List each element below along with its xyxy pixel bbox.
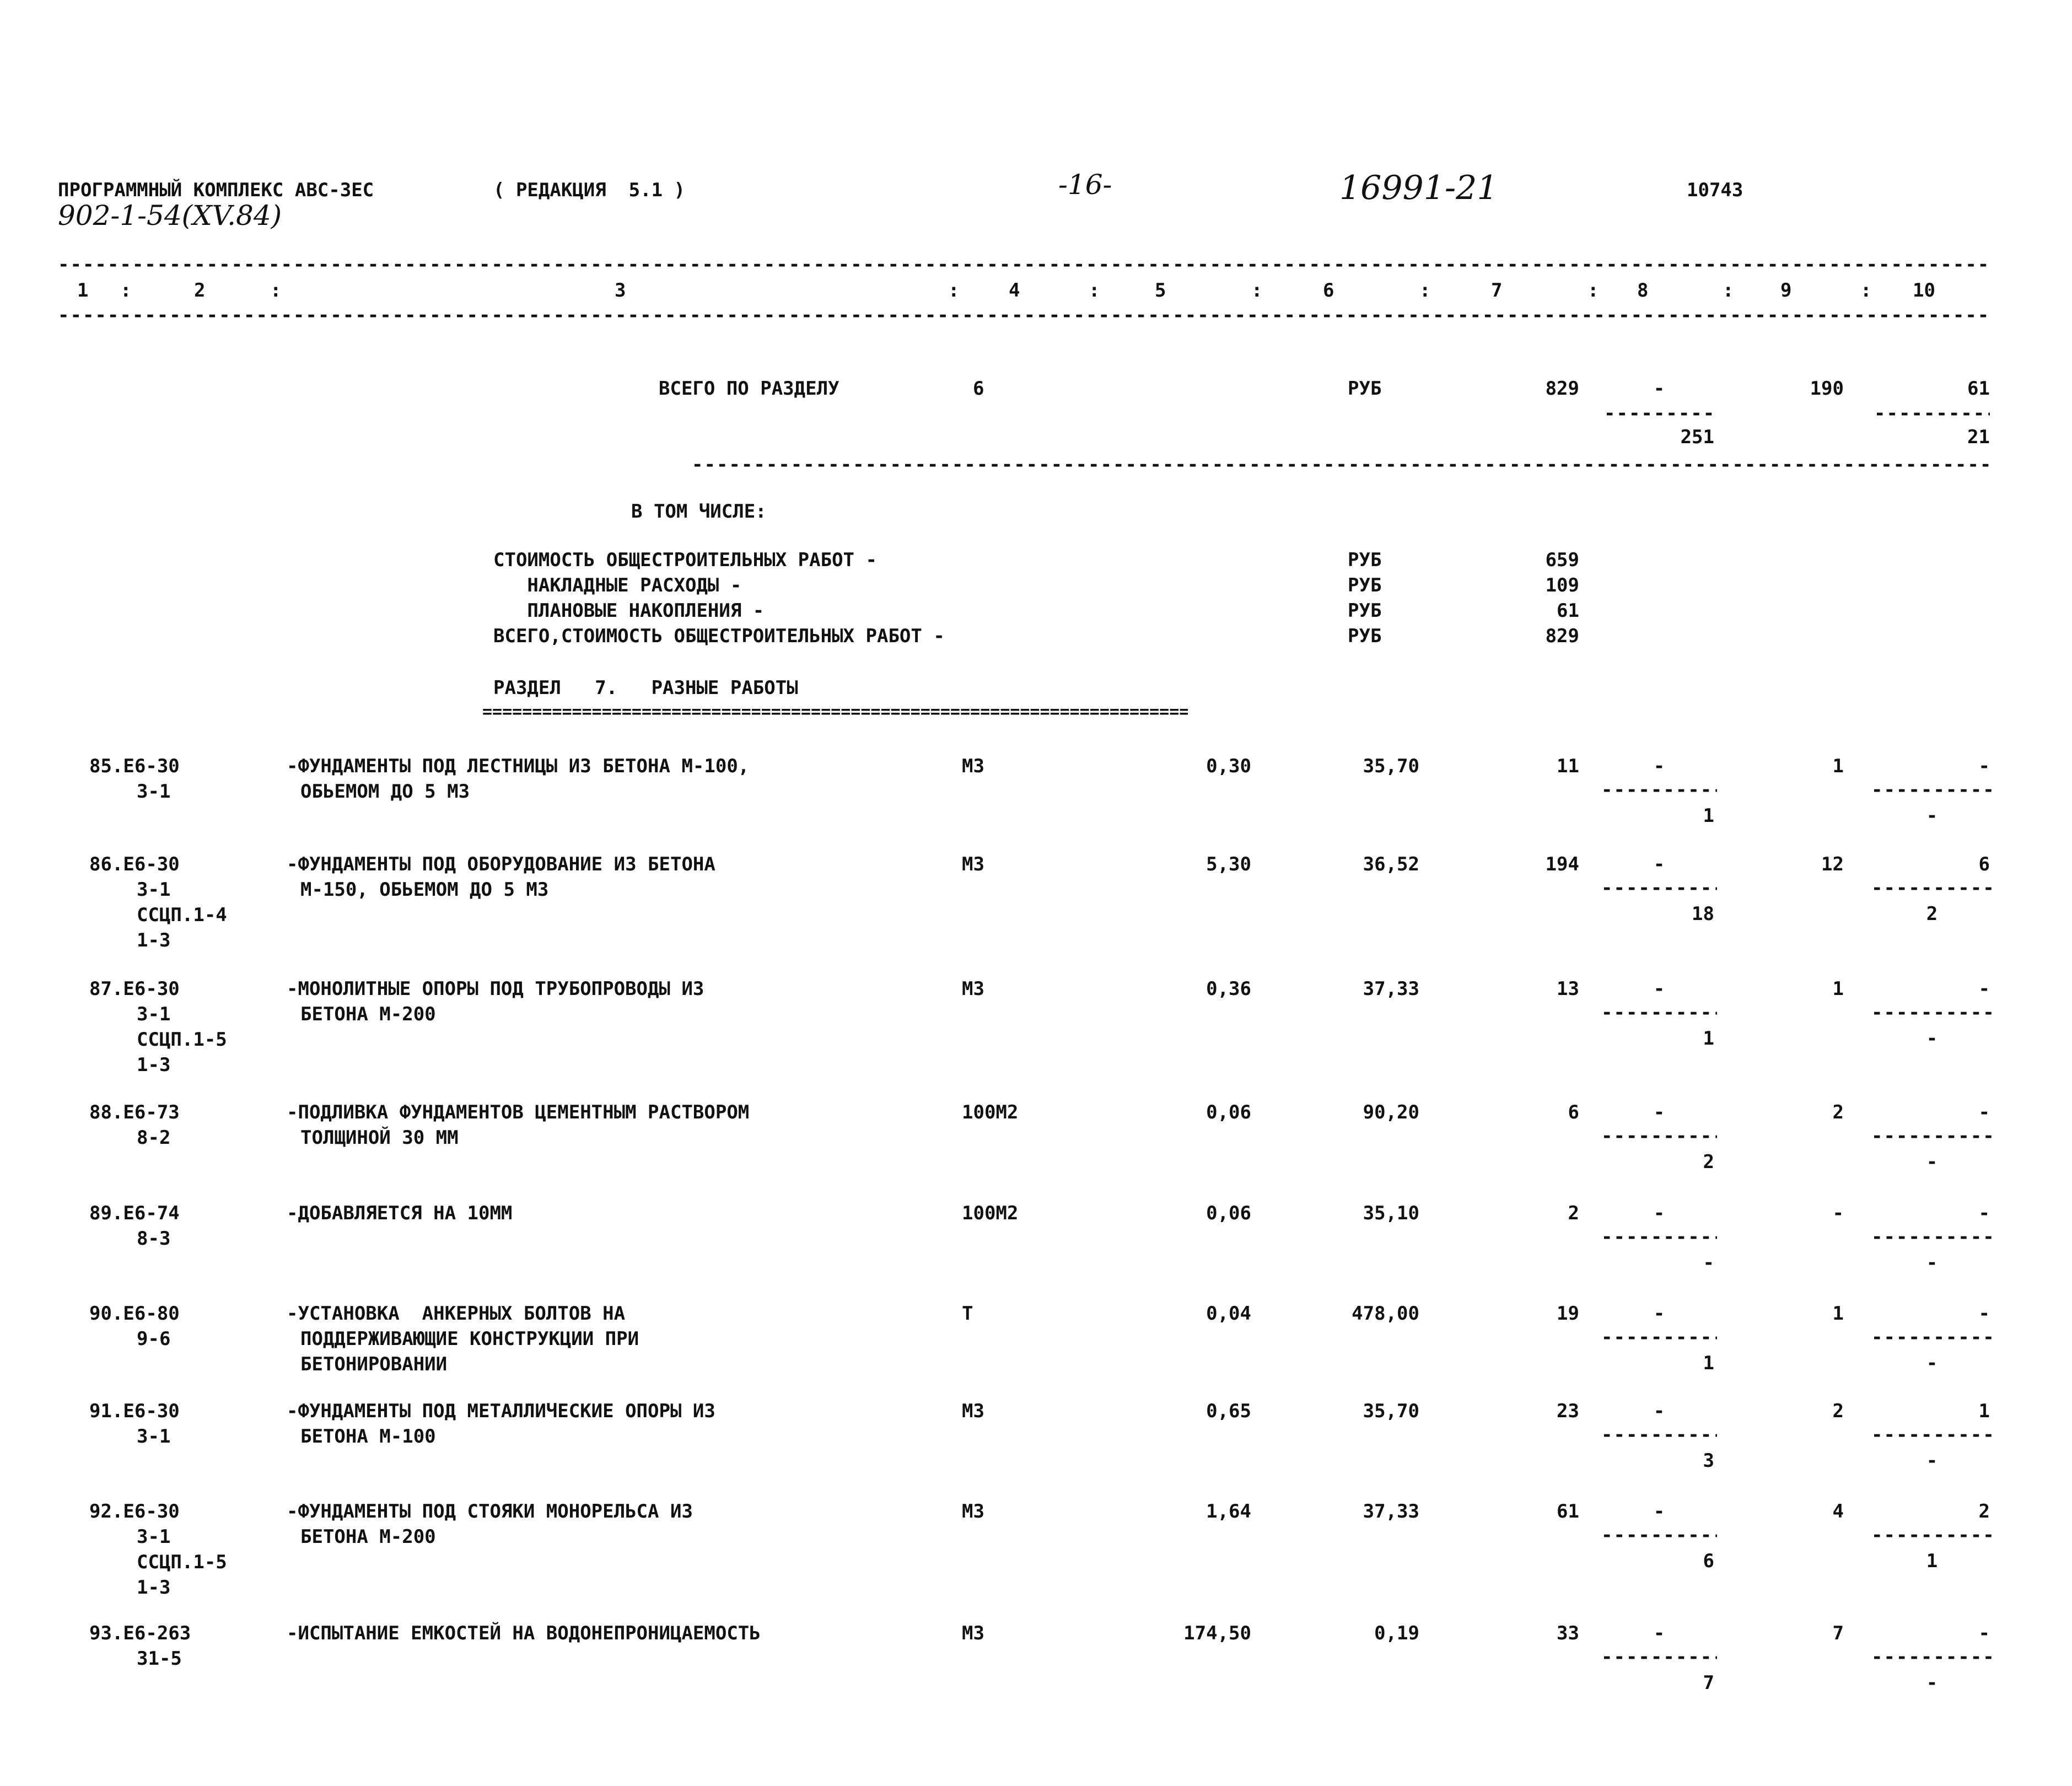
fraction-rule bbox=[1601, 1332, 1717, 1343]
item-code: 91.Е6-30 bbox=[89, 1400, 180, 1422]
item-col9: 7 bbox=[1832, 1622, 1844, 1644]
col-separator: : bbox=[1587, 279, 1599, 302]
item-description: -ФУНДАМЕНТЫ ПОД ОБОРУДОВАНИЕ ИЗ БЕТОНА bbox=[287, 853, 715, 875]
item-description: -УСТАНОВКА АНКЕРНЫХ БОЛТОВ НА bbox=[287, 1303, 626, 1325]
fraction-rule bbox=[1601, 1007, 1717, 1018]
item-description: БЕТОНИРОВАНИИ bbox=[300, 1353, 448, 1375]
item-col8-bottom: - bbox=[1703, 1252, 1714, 1274]
item-code: ССЦП.1-5 bbox=[137, 1551, 227, 1573]
item-unit: Т bbox=[962, 1303, 973, 1325]
item-total: 194 bbox=[1545, 853, 1579, 875]
item-quantity: 0,65 bbox=[1206, 1400, 1251, 1422]
col-header-4: 4 bbox=[1009, 279, 1020, 302]
fraction-rule bbox=[1871, 1429, 1993, 1440]
item-code: 8-2 bbox=[137, 1127, 171, 1149]
breakdown-unit: РУБ bbox=[1348, 549, 1382, 571]
item-col10-top: - bbox=[1978, 755, 1990, 777]
item-quantity: 174,50 bbox=[1183, 1622, 1251, 1644]
item-code: 8-3 bbox=[137, 1228, 171, 1250]
item-unit-price: 37,33 bbox=[1363, 978, 1419, 1000]
item-unit-price: 478,00 bbox=[1352, 1303, 1419, 1325]
item-total: 13 bbox=[1557, 978, 1579, 1000]
fraction-rule bbox=[1601, 1429, 1717, 1440]
item-col10-bottom: - bbox=[1926, 1450, 1938, 1472]
item-unit: М3 bbox=[962, 853, 984, 875]
item-total: 11 bbox=[1557, 755, 1579, 777]
col-header-9: 9 bbox=[1780, 279, 1792, 302]
item-col8-bottom: 1 bbox=[1703, 1028, 1714, 1050]
item-total: 23 bbox=[1557, 1400, 1579, 1422]
breakdown-label: ВСЕГО,СТОИМОСТЬ ОБЩЕСТРОИТЕЛЬНЫХ РАБОТ - bbox=[493, 625, 945, 647]
including-label: В ТОМ ЧИСЛЕ: bbox=[631, 501, 767, 523]
document-code: 10743 bbox=[1687, 179, 1743, 201]
item-unit-price: 36,52 bbox=[1363, 853, 1419, 875]
program-name: ПРОГРАММНЫЙ КОМПЛЕКС АВС-3ЕС bbox=[58, 179, 374, 201]
item-quantity: 0,30 bbox=[1206, 755, 1251, 777]
item-col10-bottom: - bbox=[1926, 1672, 1938, 1694]
item-unit: 100М2 bbox=[962, 1202, 1019, 1224]
col-header-6: 6 bbox=[1323, 279, 1334, 302]
item-unit: М3 bbox=[962, 1622, 984, 1644]
header-rule-bottom bbox=[58, 310, 1993, 321]
item-col10-top: - bbox=[1978, 1622, 1990, 1644]
fraction-rule bbox=[1601, 1131, 1717, 1142]
fraction-rule bbox=[1871, 1530, 1993, 1541]
item-col8-top: - bbox=[1653, 1303, 1665, 1325]
item-unit-price: 37,33 bbox=[1363, 1500, 1419, 1523]
item-col10-bottom: - bbox=[1926, 805, 1938, 827]
fraction-rule bbox=[1601, 784, 1717, 795]
item-col9: 2 bbox=[1832, 1101, 1844, 1123]
item-col9: 1 bbox=[1832, 978, 1844, 1000]
item-code: 88.Е6-73 bbox=[89, 1101, 180, 1123]
item-description: БЕТОНА М-200 bbox=[300, 1526, 436, 1548]
item-code: 3-1 bbox=[137, 1526, 171, 1548]
item-code: 31-5 bbox=[137, 1648, 182, 1670]
item-col10-top: - bbox=[1978, 1101, 1990, 1123]
total-col8-bottom: 251 bbox=[1680, 426, 1714, 448]
item-description: -ДОБАВЛЯЕТСЯ НА 10ММ bbox=[287, 1202, 513, 1224]
breakdown-unit: РУБ bbox=[1348, 574, 1382, 596]
item-col8-top: - bbox=[1653, 1400, 1665, 1422]
item-unit-price: 35,70 bbox=[1363, 755, 1419, 777]
item-quantity: 0,04 bbox=[1206, 1303, 1251, 1325]
header-rule-top bbox=[58, 259, 1993, 270]
item-total: 19 bbox=[1557, 1303, 1579, 1325]
item-description: -ФУНДАМЕНТЫ ПОД СТОЯКИ МОНОРЕЛЬСА ИЗ bbox=[287, 1500, 693, 1523]
total-col10-bottom: 21 bbox=[1967, 426, 1990, 448]
total-unit: РУБ bbox=[1348, 378, 1382, 400]
item-col10-bottom: - bbox=[1926, 1028, 1938, 1050]
item-code: 89.Е6-74 bbox=[89, 1202, 180, 1224]
item-description: -МОНОЛИТНЫЕ ОПОРЫ ПОД ТРУБОПРОВОДЫ ИЗ bbox=[287, 978, 704, 1000]
col-header-10: 10 bbox=[1913, 279, 1935, 302]
program-edition: ( РЕДАКЦИЯ 5.1 ) bbox=[493, 179, 685, 201]
section-title: РАЗДЕЛ 7. РАЗНЫЕ РАБОТЫ bbox=[493, 677, 798, 699]
section-title-underline bbox=[482, 707, 1188, 718]
col-header-8: 8 bbox=[1637, 279, 1649, 302]
col-header-3: 3 bbox=[615, 279, 626, 302]
item-description: -ФУНДАМЕНТЫ ПОД МЕТАЛЛИЧЕСКИЕ ОПОРЫ ИЗ bbox=[287, 1400, 715, 1422]
item-col9: 1 bbox=[1832, 1303, 1844, 1325]
item-total: 33 bbox=[1557, 1622, 1579, 1644]
breakdown-label: ПЛАНОВЫЕ НАКОПЛЕНИЯ - bbox=[493, 600, 765, 622]
fraction-rule bbox=[1871, 1651, 1993, 1663]
total-rule bbox=[692, 459, 1993, 470]
fraction-rule bbox=[1604, 408, 1714, 419]
total-col9: 190 bbox=[1810, 378, 1844, 400]
fraction-rule bbox=[1874, 408, 1990, 419]
item-quantity: 1,64 bbox=[1206, 1500, 1251, 1523]
item-unit: 100М2 bbox=[962, 1101, 1019, 1123]
item-col10-top: 2 bbox=[1978, 1500, 1990, 1523]
col-header-1: 1 bbox=[77, 279, 89, 302]
item-col8-bottom: 3 bbox=[1703, 1450, 1714, 1472]
item-code: 3-1 bbox=[137, 1425, 171, 1448]
total-col10-top: 61 bbox=[1967, 378, 1990, 400]
item-description: БЕТОНА М-100 bbox=[300, 1425, 436, 1448]
item-col10-bottom: - bbox=[1926, 1252, 1938, 1274]
fraction-rule bbox=[1601, 883, 1717, 894]
item-code: 1-3 bbox=[137, 1054, 171, 1076]
total-col7: 829 bbox=[1545, 378, 1579, 400]
item-col8-top: - bbox=[1653, 1500, 1665, 1523]
item-col8-bottom: 6 bbox=[1703, 1550, 1714, 1572]
item-description: -ИСПЫТАНИЕ ЕМКОСТЕЙ НА ВОДОНЕПРОНИЦАЕМОСТЬ bbox=[287, 1622, 761, 1644]
item-col8-top: - bbox=[1653, 1202, 1665, 1224]
item-col8-bottom: 2 bbox=[1703, 1151, 1714, 1173]
breakdown-value: 829 bbox=[1545, 625, 1579, 647]
item-code: 92.Е6-30 bbox=[89, 1500, 180, 1523]
col-separator: : bbox=[1251, 279, 1263, 302]
item-code: 1-3 bbox=[137, 929, 171, 951]
item-unit: М3 bbox=[962, 1500, 984, 1523]
item-col9: 4 bbox=[1832, 1500, 1844, 1523]
item-col10-top: - bbox=[1978, 1202, 1990, 1224]
item-col9: - bbox=[1832, 1202, 1844, 1224]
item-description: -ПОДЛИВКА ФУНДАМЕНТОВ ЦЕМЕНТНЫМ РАСТВОРОМ bbox=[287, 1101, 750, 1123]
fraction-rule bbox=[1871, 784, 1993, 795]
fraction-rule bbox=[1601, 1651, 1717, 1663]
fraction-rule bbox=[1601, 1530, 1717, 1541]
breakdown-label: НАКЛАДНЫЕ РАСХОДЫ - bbox=[493, 574, 742, 596]
item-description: ОБЬЕМОМ ДО 5 М3 bbox=[300, 781, 470, 803]
item-unit-price: 35,10 bbox=[1363, 1202, 1419, 1224]
item-col9: 2 bbox=[1832, 1400, 1844, 1422]
item-unit-price: 0,19 bbox=[1374, 1622, 1419, 1644]
item-unit: М3 bbox=[962, 755, 984, 777]
item-col8-top: - bbox=[1653, 978, 1665, 1000]
item-code: 3-1 bbox=[137, 781, 171, 803]
col-separator: : bbox=[270, 279, 282, 302]
col-separator: : bbox=[1723, 279, 1734, 302]
item-col8-bottom: 18 bbox=[1692, 903, 1714, 925]
breakdown-value: 659 bbox=[1545, 549, 1579, 571]
item-description: БЕТОНА М-200 bbox=[300, 1003, 436, 1025]
col-separator: : bbox=[948, 279, 960, 302]
item-description: -ФУНДАМЕНТЫ ПОД ЛЕСТНИЦЫ ИЗ БЕТОНА М-100, bbox=[287, 755, 750, 777]
item-col10-top: - bbox=[1978, 1303, 1990, 1325]
page-number: -16- bbox=[1058, 169, 1112, 201]
item-code: 90.Е6-80 bbox=[89, 1303, 180, 1325]
col-header-5: 5 bbox=[1155, 279, 1166, 302]
item-col10-bottom: 2 bbox=[1926, 903, 1938, 925]
item-code: 3-1 bbox=[137, 1003, 171, 1025]
item-col10-bottom: 1 bbox=[1926, 1550, 1938, 1572]
project-number: 902-1-54(XV.84) bbox=[58, 200, 282, 232]
col-separator: : bbox=[1089, 279, 1100, 302]
item-unit: М3 bbox=[962, 1400, 984, 1422]
col-separator: : bbox=[1419, 279, 1431, 302]
fraction-rule bbox=[1871, 1231, 1993, 1242]
col-header-2: 2 bbox=[194, 279, 206, 302]
col-header-7: 7 bbox=[1491, 279, 1503, 302]
item-col8-top: - bbox=[1653, 853, 1665, 875]
breakdown-unit: РУБ bbox=[1348, 600, 1382, 622]
item-col9: 1 bbox=[1832, 755, 1844, 777]
item-total: 6 bbox=[1568, 1101, 1579, 1123]
item-col9: 12 bbox=[1821, 853, 1844, 875]
item-code: 1-3 bbox=[137, 1577, 171, 1599]
item-col8-bottom: 7 bbox=[1703, 1672, 1714, 1694]
fraction-rule bbox=[1871, 883, 1993, 894]
item-code: ССЦП.1-4 bbox=[137, 904, 227, 926]
item-col8-top: - bbox=[1653, 1101, 1665, 1123]
item-quantity: 5,30 bbox=[1206, 853, 1251, 875]
item-code: 3-1 bbox=[137, 879, 171, 901]
item-col10-top: 1 bbox=[1978, 1400, 1990, 1422]
item-code: 9-6 bbox=[137, 1328, 171, 1350]
fraction-rule bbox=[1601, 1231, 1717, 1242]
item-description: ТОЛЩИНОЙ 30 ММ bbox=[300, 1127, 459, 1149]
item-quantity: 0,36 bbox=[1206, 978, 1251, 1000]
item-col8-top: - bbox=[1653, 755, 1665, 777]
item-col8-bottom: 1 bbox=[1703, 1352, 1714, 1374]
breakdown-value: 61 bbox=[1557, 600, 1579, 622]
item-code: 87.Е6-30 bbox=[89, 978, 180, 1000]
breakdown-unit: РУБ bbox=[1348, 625, 1382, 647]
item-description: М-150, ОБЬЕМОМ ДО 5 М3 bbox=[300, 879, 549, 901]
total-col8-top: - bbox=[1653, 378, 1665, 400]
breakdown-value: 109 bbox=[1545, 574, 1579, 596]
fraction-rule bbox=[1871, 1332, 1993, 1343]
item-total: 61 bbox=[1557, 1500, 1579, 1523]
item-col8-top: - bbox=[1653, 1622, 1665, 1644]
item-quantity: 0,06 bbox=[1206, 1101, 1251, 1123]
item-unit-price: 90,20 bbox=[1363, 1101, 1419, 1123]
item-description: ПОДДЕРЖИВАЮЩИЕ КОНСТРУКЦИИ ПРИ bbox=[300, 1328, 639, 1350]
col-separator: : bbox=[1860, 279, 1872, 302]
item-col10-top: - bbox=[1978, 978, 1990, 1000]
item-code: 93.Е6-263 bbox=[89, 1622, 191, 1644]
item-code: ССЦП.1-5 bbox=[137, 1029, 227, 1051]
item-code: 86.Е6-30 bbox=[89, 853, 180, 875]
item-col10-bottom: - bbox=[1926, 1151, 1938, 1173]
total-section: 6 bbox=[973, 378, 984, 400]
breakdown-label: СТОИМОСТЬ ОБЩЕСТРОИТЕЛЬНЫХ РАБОТ - bbox=[493, 549, 877, 571]
item-unit-price: 35,70 bbox=[1363, 1400, 1419, 1422]
item-unit: М3 bbox=[962, 978, 984, 1000]
fraction-rule bbox=[1871, 1007, 1993, 1018]
total-label: ВСЕГО ПО РАЗДЕЛУ bbox=[659, 378, 839, 400]
fraction-rule bbox=[1871, 1131, 1993, 1142]
item-col10-bottom: - bbox=[1926, 1352, 1938, 1374]
item-col10-top: 6 bbox=[1978, 853, 1990, 875]
document-number: 16991-21 bbox=[1339, 169, 1498, 207]
item-total: 2 bbox=[1568, 1202, 1579, 1224]
item-col8-bottom: 1 bbox=[1703, 805, 1714, 827]
item-code: 85.Е6-30 bbox=[89, 755, 180, 777]
item-quantity: 0,06 bbox=[1206, 1202, 1251, 1224]
col-separator: : bbox=[120, 279, 132, 302]
